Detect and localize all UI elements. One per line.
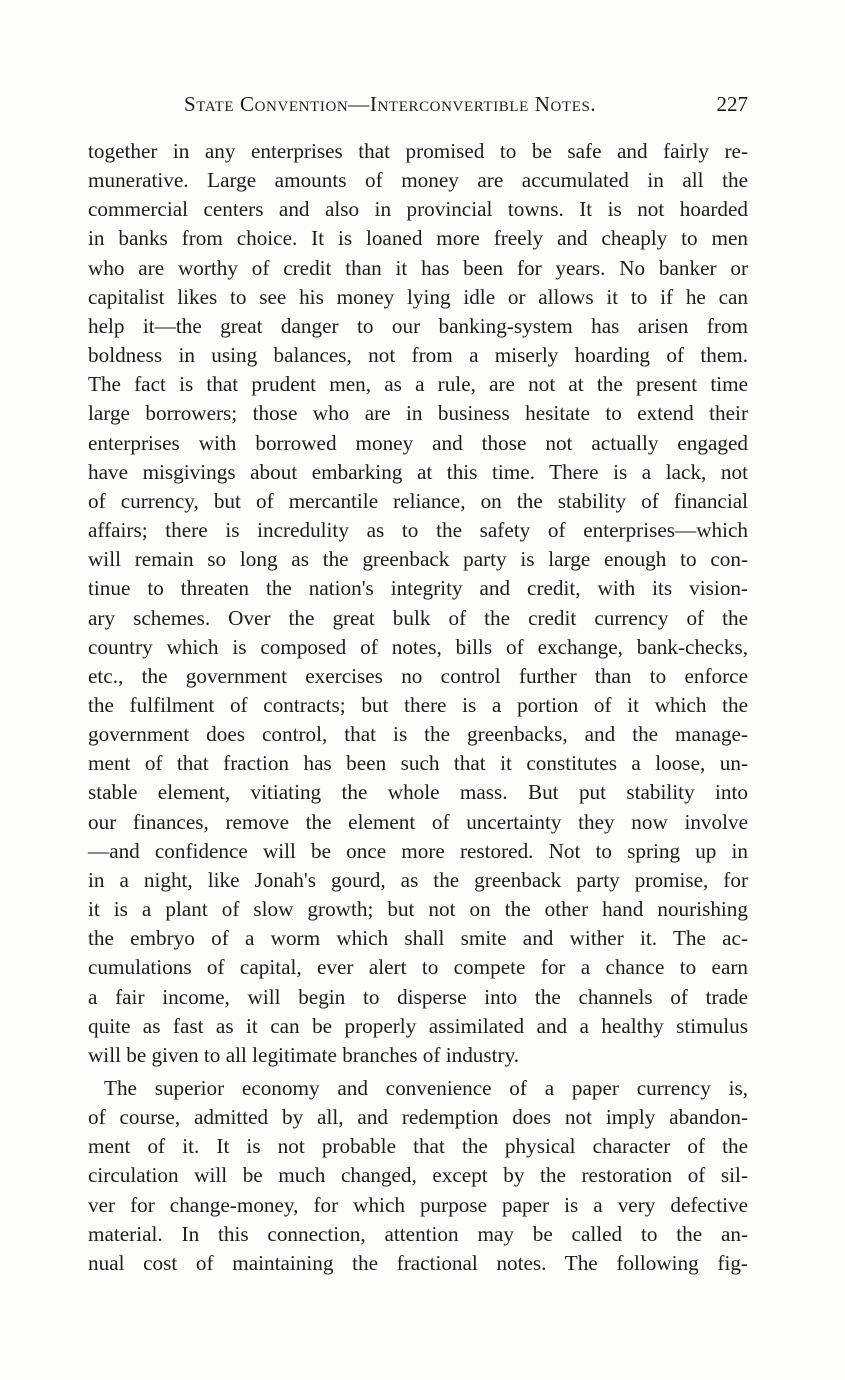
text-line: in a night, like Jonah's gourd, as the greenback party promise, for [88,867,748,892]
text-line: ary schemes. Over the great bulk of the credit currency of the [88,605,748,630]
text-line: munerative. Large amounts of money are accumulated in all the [88,168,748,193]
text-line: cumulations of capital, ever alert to compete for a chance to earn [88,955,748,980]
text-line: enterprises with borrowed money and those not actually engaged [88,430,748,455]
text-line: affairs; there is incredulity as to the safety of enterprises—which [88,518,748,543]
running-title: State Convention—Interconvertible Notes. [184,92,597,116]
text-line: have misgivings about embarking at this time. There is a lack, not [88,459,748,484]
text-line: a fair income, will begin to disperse into the channels of trade [88,984,748,1009]
text-line: The fact is that prudent men, as a rule, are not at the present time [88,372,748,397]
text-line: etc., the government exercises no control further than to enforce [88,663,748,688]
text-line: country which is composed of notes, bills of exchange, bank-checks, [88,634,748,659]
text-line: quite as fast as it can be properly assimilated and a healthy stimulus [88,1013,748,1038]
text-line: together in any enterprises that promised to be safe and fairly re- [88,139,748,163]
text-line: of currency, but of mercantile reliance, on the stability of financial [88,488,748,513]
text-line: will be given to all legitimate branches of industry. [88,1042,520,1067]
text-line: boldness in using balances, not from a miserly hoarding of them. [88,343,748,368]
text-line: the fulfilment of contracts; but there is a portion of it which the [88,692,748,717]
body-text [88,137,748,1278]
text-line: stable element, vitiating the whole mass. But put stability into [88,780,748,805]
text-line: large borrowers; those who are in business hesitate to extend their [88,401,748,426]
text-line: will remain so long as the greenback party is large enough to con- [88,547,748,572]
text-line: government does control, that is the greenbacks, and the manage- [88,722,748,747]
text-line: capitalist likes to see his money lying idle or allows it to if he can [88,284,748,309]
text-line: The superior economy and convenience of a paper currency is, [104,1076,748,1100]
text-line: it is a plant of slow growth; but not on the other hand nourishing [88,897,748,922]
paragraph-paper-currency [88,1074,748,1278]
text-line: of course, admitted by all, and redemption does not imply abandon- [88,1105,748,1130]
paragraph-continued [88,137,748,1070]
text-line: commercial centers and also in provincial towns. It is not hoarded [88,197,748,222]
page-number: 227 [716,92,748,116]
text-line: —and confidence will be once more restored. Not to spring up in [88,838,748,863]
text-line: nual cost of maintaining the fractional notes. The following fig- [88,1250,748,1275]
text-line: ment of it. It is not probable that the physical character of the [88,1134,748,1159]
text-line: who are worthy of credit than it has been for years. No banker or [88,255,748,280]
running-head [88,92,748,122]
text-line: in banks from choice. It is loaned more freely and cheaply to men [88,226,748,251]
text-line: ment of that fraction has been such that it constitutes a loose, un- [88,751,748,776]
text-line: our finances, remove the element of uncertainty they now involve [88,809,748,834]
text-line: tinue to threaten the nation's integrity and credit, with its vision- [88,576,748,601]
text-line: ver for change-money, for which purpose paper is a very defective [88,1192,748,1217]
text-line: material. In this connection, attention may be called to the an- [88,1221,748,1246]
text-line: help it—the great danger to our banking-system has arisen from [88,313,748,338]
text-line: the embryo of a worm which shall smite and wither it. The ac- [88,926,748,951]
text-line: circulation will be much changed, except by the restoration of sil- [88,1163,748,1188]
